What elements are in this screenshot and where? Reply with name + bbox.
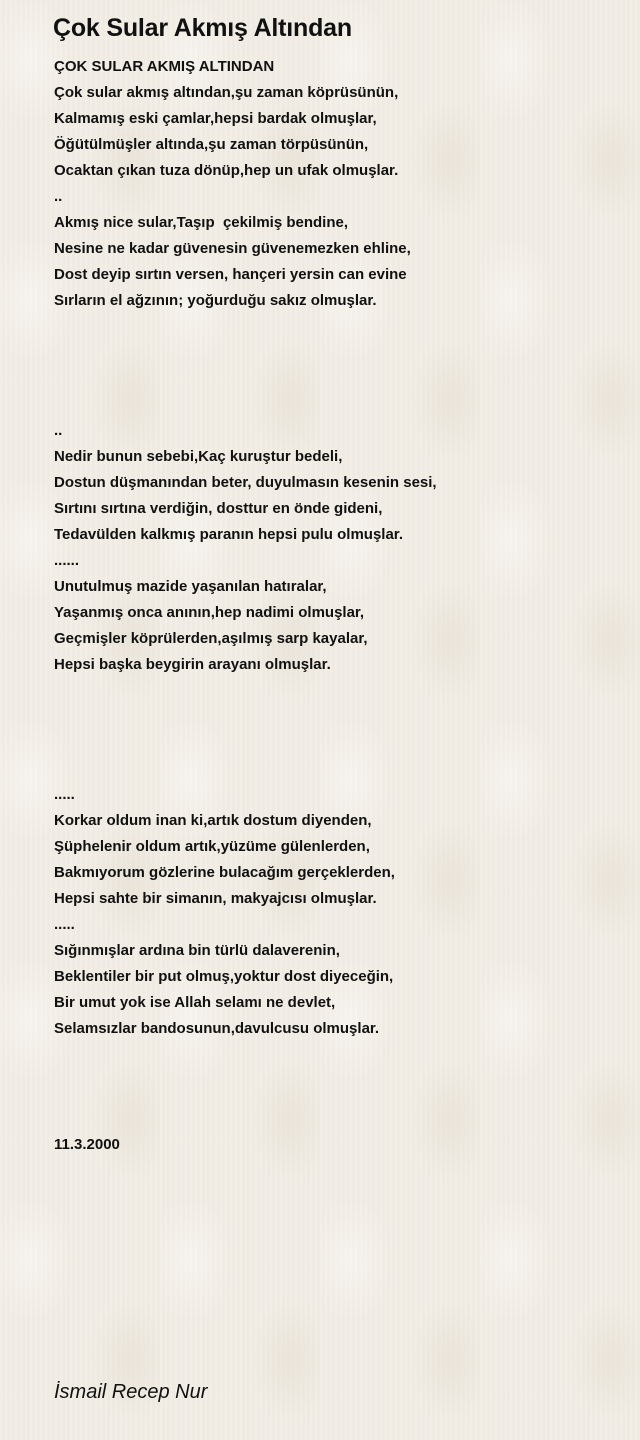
poem-line: Unutulmuş mazide yaşanılan hatıralar, [54,578,327,595]
poem-line: ..... [54,786,75,803]
poem-line: Nedir bunun sebebi,Kaç kuruştur bedeli, [54,448,343,465]
poem-blank-line [54,678,614,704]
poem-author: İsmail Recep Nur [54,1381,208,1403]
poem-line: Bir umut yok ise Allah selamı ne devlet, [54,994,336,1011]
poem-line: .. [54,188,63,205]
poem-line: Sırların el ağzının; yoğurduğu sakız olmuşlar. [54,292,377,309]
poem-blank-line [54,340,614,366]
poem-body [54,54,614,1042]
poem-line: .. [54,422,63,439]
poem-line: Çok sular akmış altından,şu zaman köprüsünün, [54,84,399,101]
poem-line: Yaşanmış onca anının,hep nadimi olmuşlar, [54,604,365,621]
poem-blank-line [54,314,614,340]
poem-line: ÇOK SULAR AKMIŞ ALTINDAN [54,58,275,75]
poem-line: Sığınmışlar ardına bin türlü dalaverenin, [54,942,340,959]
poem-line: Korkar oldum inan ki,artık dostum diyenden, [54,812,372,829]
poem-title: Çok Sular Akmış Altından [53,14,352,42]
poem-line: Hepsi sahte bir simanın, makyajcısı olmuşlar. [54,890,377,907]
poem-blank-line [54,704,614,730]
poem-blank-line [54,366,614,392]
poem-line: Akmış nice sular,Taşıp çekilmiş bendine, [54,214,349,231]
poem-line: Öğütülmüşler altında,şu zaman törpüsünün, [54,136,369,153]
poem-date: 11.3.2000 [54,1136,120,1153]
poem-line: Selamsızlar bandosunun,davulcusu olmuşlar. [54,1020,380,1037]
poem-line: Dost deyip sırtın versen, hançeri yersin can evine [54,266,407,283]
poem-line: Ocaktan çıkan tuza dönüp,hep un ufak olmuşlar. [54,162,399,179]
poem-line: Hepsi başka beygirin arayanı olmuşlar. [54,656,331,673]
poem-line: Sırtını sırtına verdiğin, dosttur en önde gideni, [54,500,383,517]
poem-blank-line [54,392,614,418]
poem-blank-line [54,756,614,782]
poem-line: Şüphelenir oldum artık,yüzüme gülenlerden, [54,838,370,855]
poem-line: Nesine ne kadar güvenesin güvenemezken ehline, [54,240,411,257]
poem-line: ..... [54,916,75,933]
poem-blank-line [54,730,614,756]
poem-line: Dostun düşmanından beter, duyulmasın kesenin sesi, [54,474,437,491]
poem-line: ...... [54,552,80,569]
poem-line: Beklentiler bir put olmuş,yoktur dost diyeceğin, [54,968,394,985]
poem-line: Geçmişler köprülerden,aşılmış sarp kayalar, [54,630,368,647]
poem-line: Tedavülden kalkmış paranın hepsi pulu olmuşlar. [54,526,403,543]
poem-line: Bakmıyorum gözlerine bulacağım gerçeklerden, [54,864,395,881]
poem-line: Kalmamış eski çamlar,hepsi bardak olmuşlar, [54,110,377,127]
